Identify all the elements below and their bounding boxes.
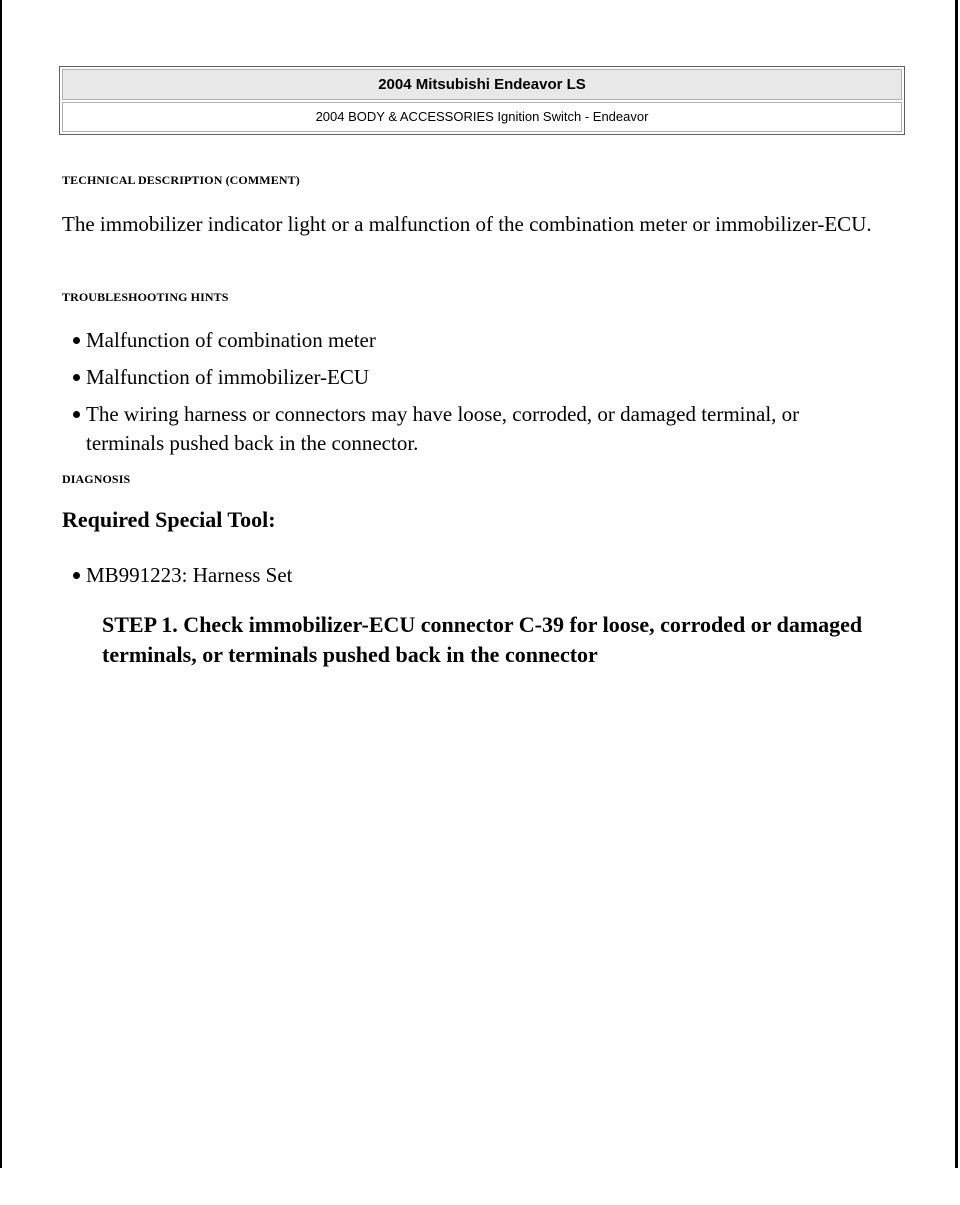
bullet-icon — [73, 572, 80, 579]
bullet-icon — [73, 374, 80, 381]
required-special-tool-heading: Required Special Tool: — [62, 507, 276, 532]
list-item: Malfunction of combination meter — [62, 326, 862, 355]
troubleshooting-hints-heading: TROUBLESHOOTING HINTS — [62, 290, 229, 304]
page-right-border — [955, 0, 958, 1168]
list-item: The wiring harness or connectors may have loose, corroded, or damaged terminal, or terminals pushed back in the connector. — [62, 400, 862, 458]
required-tools-list — [62, 561, 862, 598]
technical-description-heading: TECHNICAL DESCRIPTION (COMMENT) — [62, 173, 300, 187]
page-left-border — [0, 0, 2, 1168]
document-subtitle: 2004 BODY & ACCESSORIES Ignition Switch - Endeavor — [62, 102, 902, 132]
document-title: 2004 Mitsubishi Endeavor LS — [62, 69, 902, 100]
list-item: MB991223: Harness Set — [62, 561, 862, 590]
bullet-icon — [73, 337, 80, 344]
troubleshooting-hints-list — [62, 326, 862, 466]
document-header — [59, 66, 905, 135]
technical-description-text: The immobilizer indicator light or a malfunction of the combination meter or immobilizer-ECU. — [62, 212, 872, 236]
diagnosis-heading: DIAGNOSIS — [62, 472, 131, 486]
step-1-heading: STEP 1. Check immobilizer-ECU connector C-39 for loose, corroded or damaged terminals, or terminals pushed back in the connector — [102, 612, 863, 667]
list-item: Malfunction of immobilizer-ECU — [62, 363, 862, 392]
bullet-icon — [73, 411, 80, 418]
